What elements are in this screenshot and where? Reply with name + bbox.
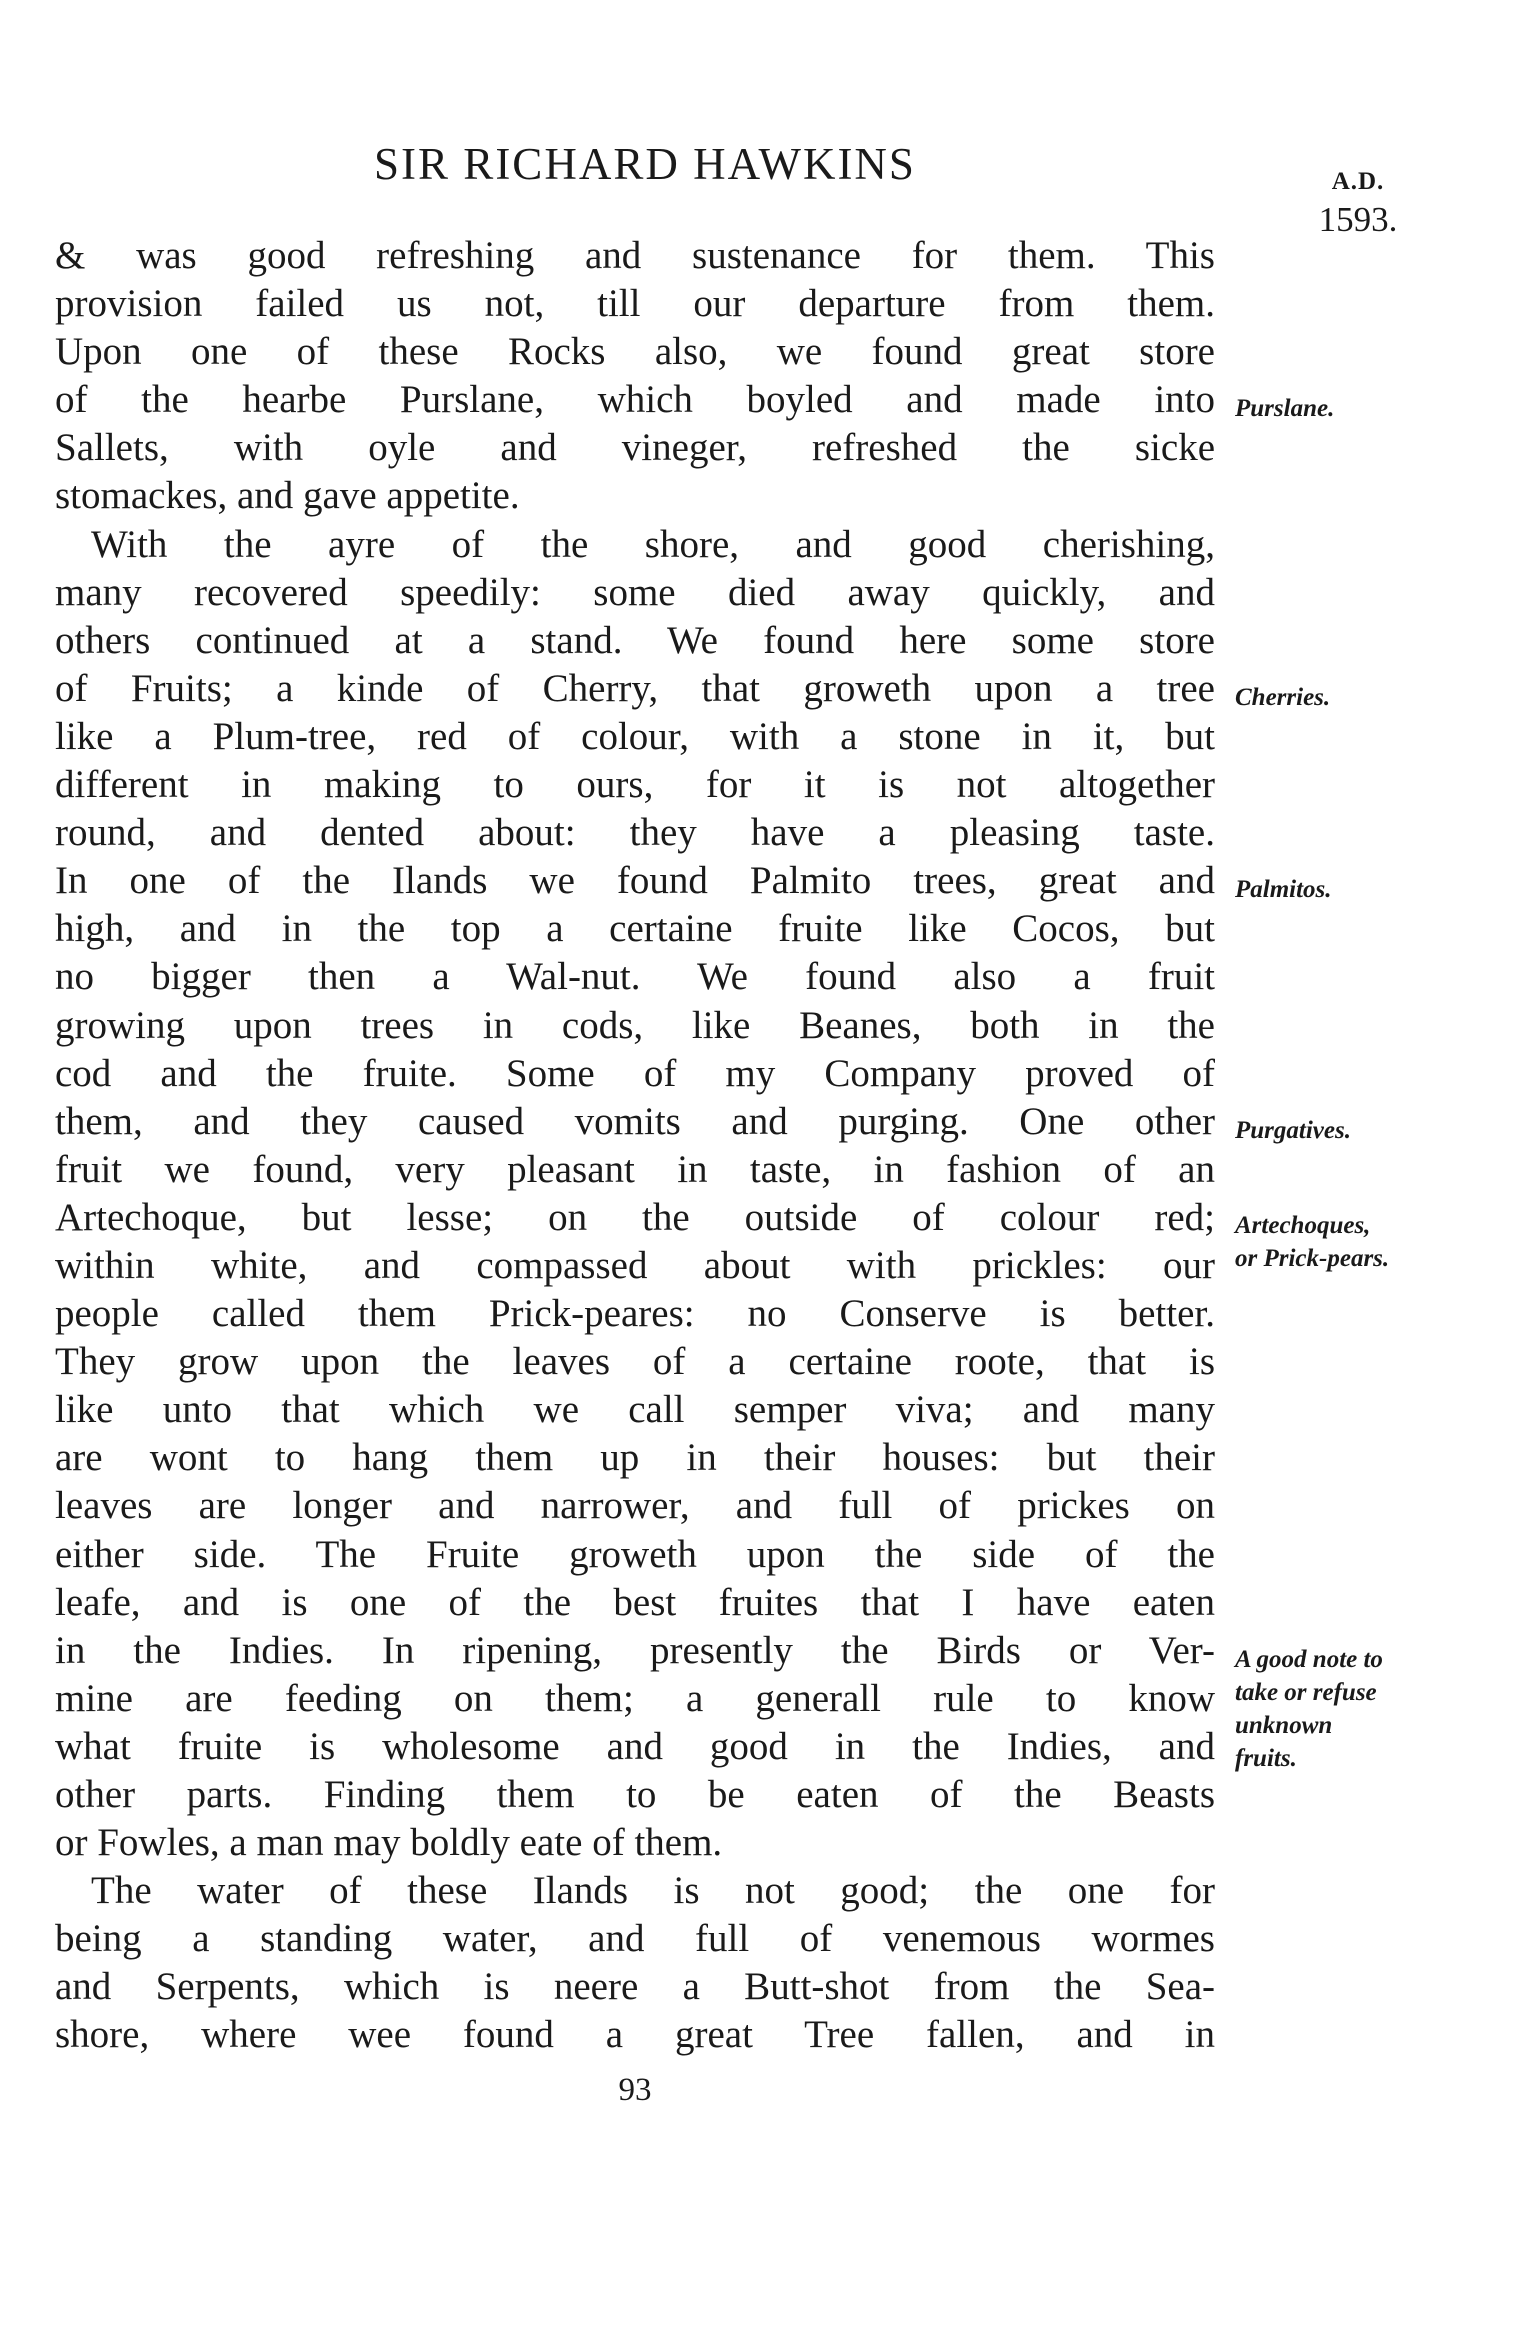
text-line: Upon one of these Rocks also, we found great store	[55, 330, 1215, 374]
body-text	[55, 232, 1215, 2060]
margin-note-text: or Prick-pears.	[1235, 1245, 1390, 1272]
text-line: round, and dented about: they have a pleasing taste.	[55, 811, 1215, 855]
text-line: others continued at a stand. We found here some store	[55, 618, 1215, 662]
margin-note-text: unknown	[1235, 1712, 1333, 1739]
text-line: fruit we found, very pleasant in taste, in fashion of an	[55, 1147, 1215, 1191]
running-head: SIR RICHARD HAWKINS	[374, 139, 916, 189]
margin-note-text: Cherries.	[1235, 684, 1331, 711]
text-line: leafe, and is one of the best fruites that I have eaten	[55, 1580, 1215, 1624]
margin-note-artechoques	[1235, 1209, 1465, 1275]
text-line: In one of the Ilands we found Palmito trees, great and	[55, 859, 1215, 903]
text-line: them, and they caused vomits and purging. One other	[55, 1099, 1215, 1143]
text-line: mine are feeding on them; a generall rule to know	[55, 1676, 1215, 1720]
text-line: either side. The Fruite groweth upon the side of the	[55, 1532, 1215, 1576]
text-line: stomackes, and gave appetite.	[55, 474, 520, 518]
text-line: other parts. Finding them to be eaten of the Beasts	[55, 1773, 1215, 1816]
text-line: of the hearbe Purslane, which boyled and made into	[55, 378, 1215, 422]
text-line: of Fruits; a kinde of Cherry, that groweth upon a tree	[55, 666, 1215, 710]
text-line: provision failed us not, till our departure from them.	[55, 282, 1215, 326]
margin-note-palmitos	[1235, 873, 1465, 906]
text-line: like unto that which we call semper viva; and many	[55, 1388, 1215, 1432]
text-line: within white, and compassed about with prickles: our	[55, 1243, 1215, 1287]
text-line: They grow upon the leaves of a certaine roote, that is	[55, 1340, 1215, 1384]
margin-note-text: Artechoques,	[1235, 1212, 1371, 1239]
text-line: growing upon trees in cods, like Beanes, both in the	[55, 1003, 1215, 1047]
text-line: shore, where wee found a great Tree fallen, and in	[55, 2013, 1215, 2057]
text-line: or Fowles, a man may boldly eate of them.	[55, 1821, 723, 1865]
margin-note-text: Purgatives.	[1235, 1117, 1351, 1144]
year-value: 1593.	[1318, 200, 1398, 239]
text-line: high, and in the top a certaine fruite like Cocos, but	[55, 907, 1215, 951]
text-line: in the Indies. In ripening, presently the Birds or Ver-	[55, 1628, 1215, 1672]
margin-note-text: A good note to	[1235, 1646, 1383, 1673]
text-line: The water of these Ilands is not good; the one for	[91, 1869, 1215, 1913]
text-line: With the ayre of the shore, and good cherishing,	[91, 522, 1215, 566]
margin-note-text: take or refuse	[1235, 1679, 1377, 1706]
text-line: being a standing water, and full of venemous wormes	[55, 1917, 1215, 1961]
margin-note-cherries	[1235, 681, 1465, 714]
margin-note-purgatives	[1235, 1114, 1465, 1147]
text-line: cod and the fruite. Some of my Company proved of	[55, 1051, 1215, 1095]
text-line: leaves are longer and narrower, and full of prickes on	[55, 1484, 1215, 1528]
text-line: many recovered speedily: some died away quickly, and	[55, 570, 1215, 614]
text-line: different in making to ours, for it is not altogether	[55, 763, 1215, 807]
text-line: Sallets, with oyle and vineger, refreshed the sicke	[55, 426, 1215, 470]
margin-note-text: fruits.	[1235, 1745, 1297, 1772]
margin-note-text: Palmitos.	[1235, 876, 1332, 903]
text-line: Artechoque, but lesse; on the outside of colour red;	[55, 1195, 1215, 1239]
text-line: people called them Prick-peares: no Conserve is better.	[55, 1292, 1215, 1336]
text-line: & was good refreshing and sustenance for them. This	[55, 234, 1215, 277]
text-line: are wont to hang them up in their houses: but their	[55, 1436, 1215, 1480]
margin-note-text: Purslane.	[1235, 395, 1335, 422]
margin-note-purslane	[1235, 392, 1465, 425]
margin-note-good-note	[1235, 1643, 1465, 1775]
page-number: 93	[618, 2072, 652, 2108]
text-line: like a Plum-tree, red of colour, with a stone in it, but	[55, 714, 1215, 758]
year-label: A.D.	[1331, 168, 1385, 195]
text-line: and Serpents, which is neere a Butt-shot from the Sea-	[55, 1965, 1215, 2009]
text-line: no bigger then a Wal-nut. We found also a fruit	[55, 955, 1215, 999]
text-line: what fruite is wholesome and good in the Indies, and	[55, 1724, 1215, 1768]
